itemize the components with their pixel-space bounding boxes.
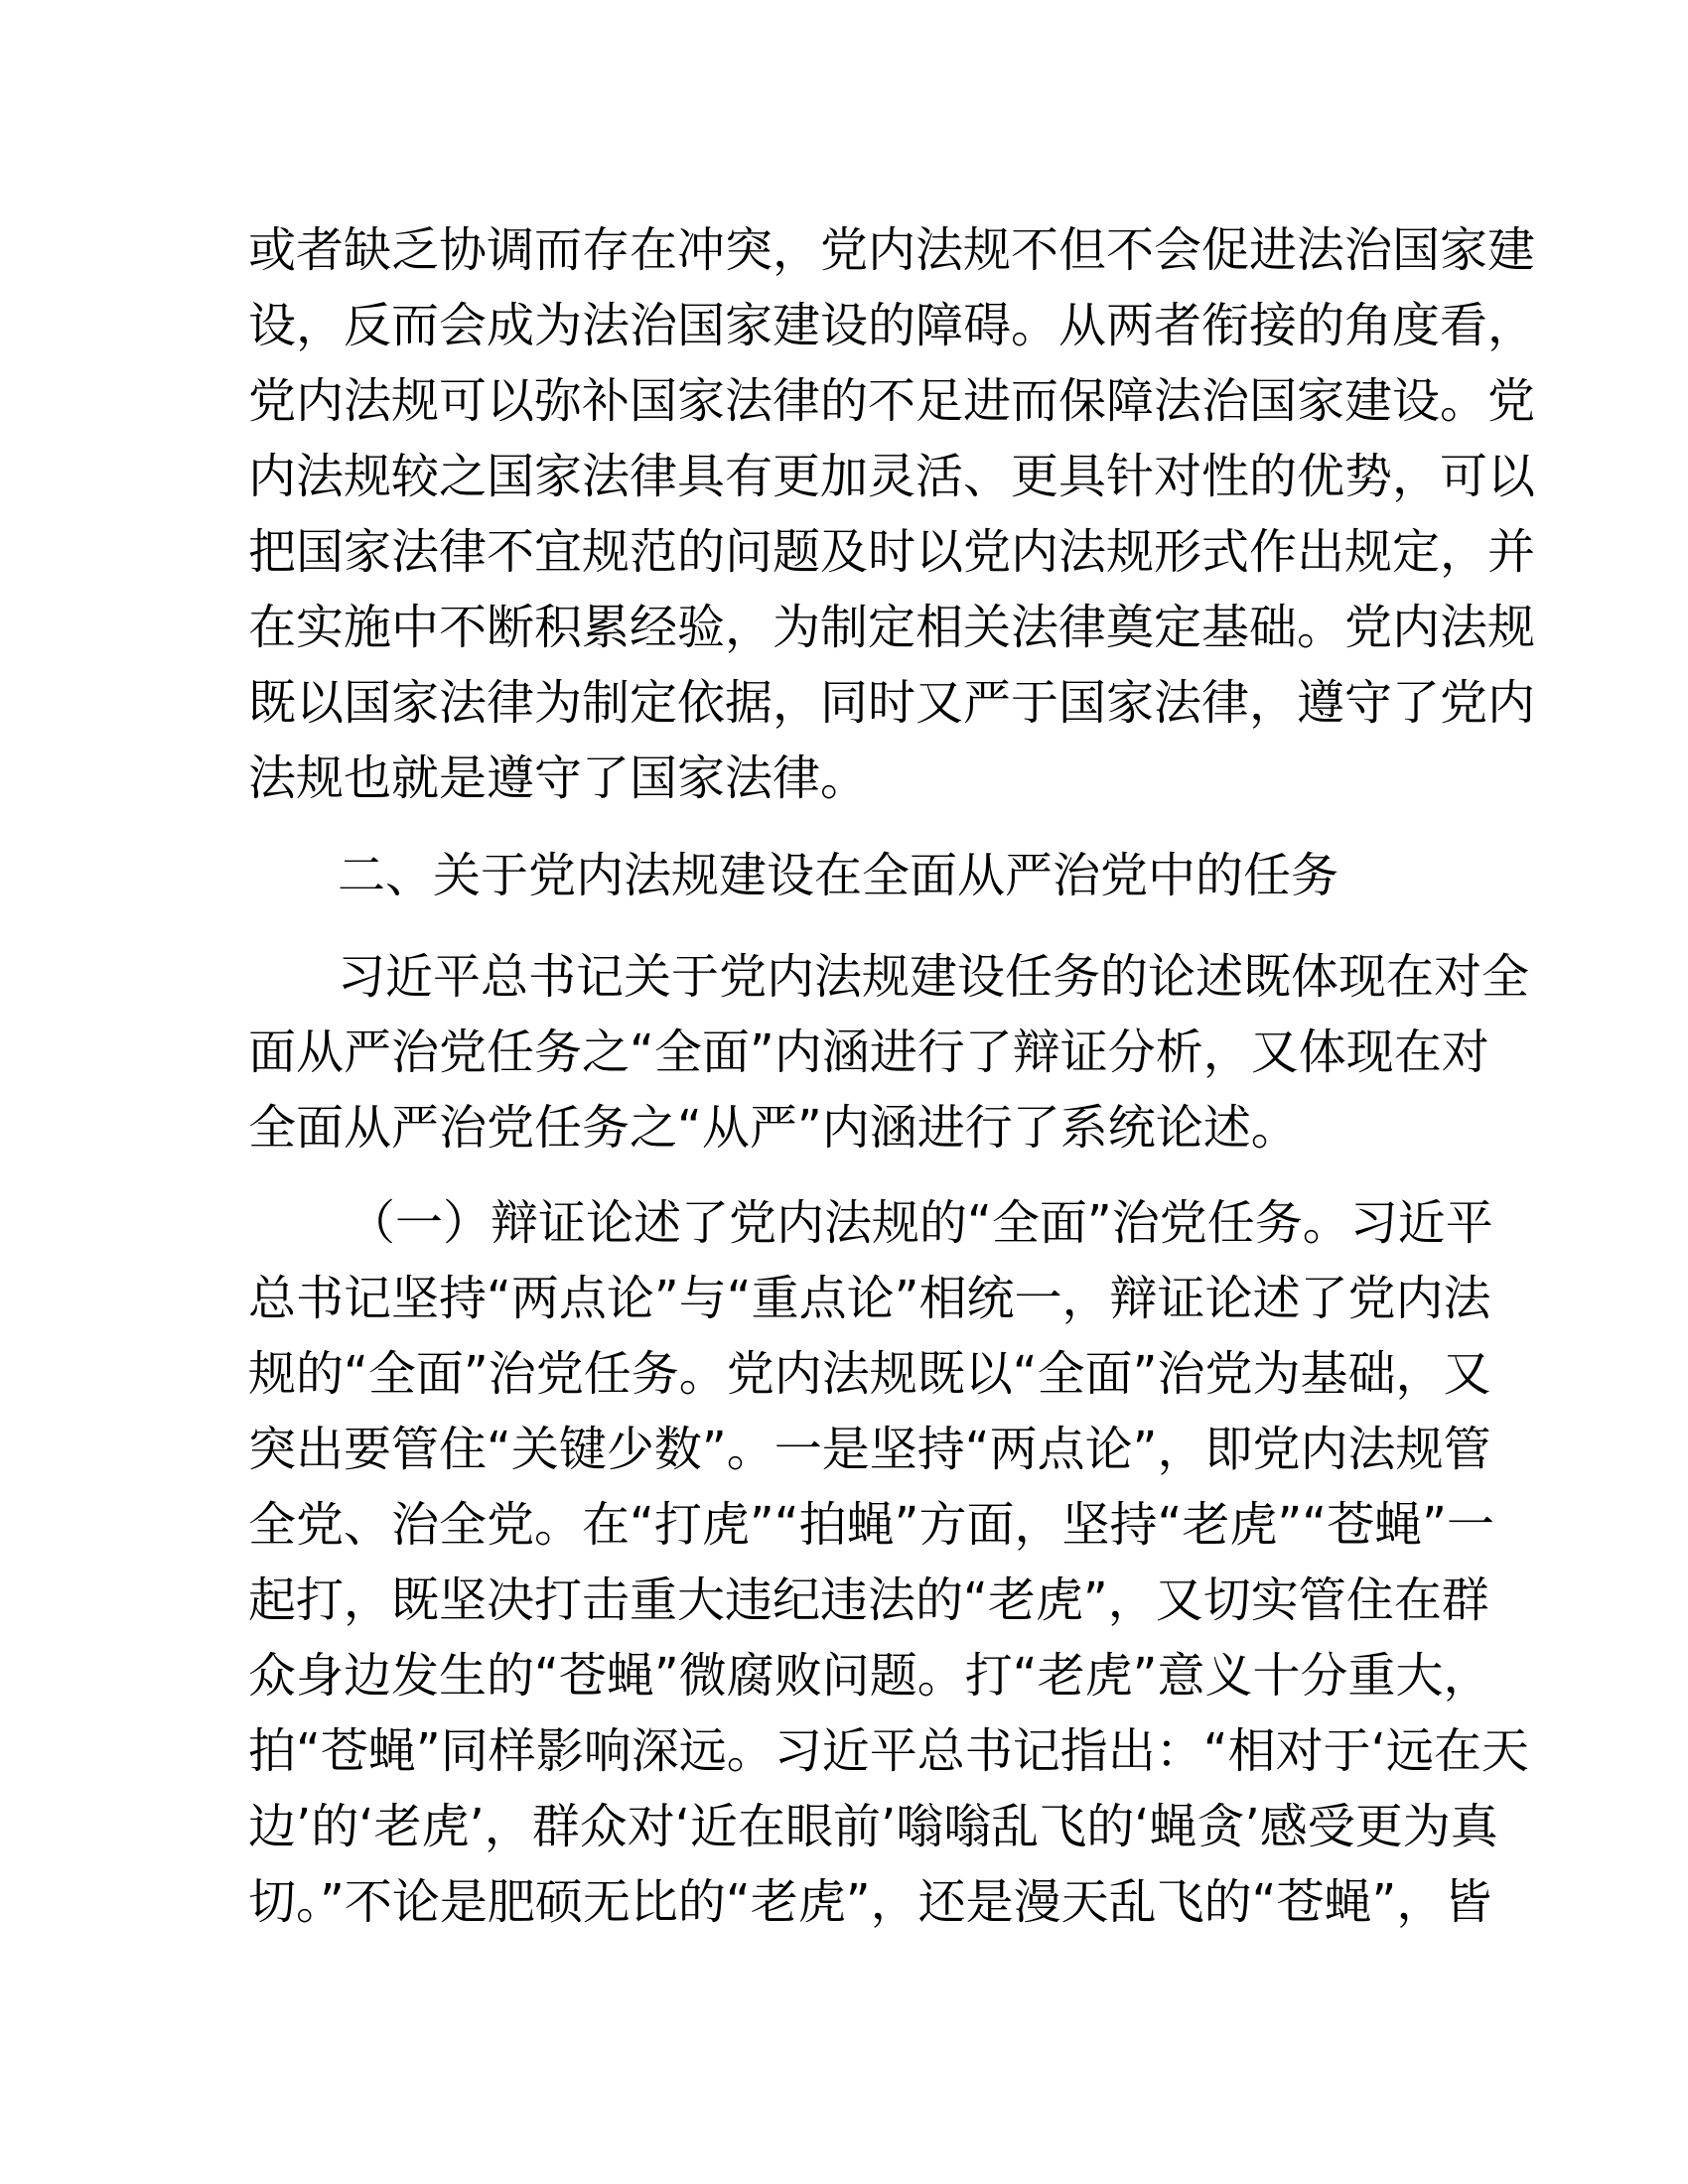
text-line: （一）辩证论述了党内法规的“全面”治党任务。习近平	[348, 1195, 1493, 1251]
text-line: 拍“苍蝇”同样影响深远。习近平总书记指出：“相对于‘远在天	[248, 1723, 1529, 1779]
text-line: 法规也就是遵守了国家法律。	[248, 751, 869, 806]
text-line: 切。”不论是肥硕无比的“老虎”，还是漫天乱飞的“苍蝇”，皆	[248, 1874, 1492, 1930]
text-line: 突出要管住“关键少数”。一是坚持“两点论”，即党内法规管	[248, 1422, 1491, 1477]
text-line: 设，反而会成为法治国家建设的障碍。从两者衔接的角度看，	[248, 298, 1536, 353]
text-line: 面从严治党任务之“全面”内涵进行了辩证分析，又体现在对	[248, 1024, 1489, 1080]
text-line: 边’的‘老虎’，群众对‘近在眼前’嗡嗡乱飞的‘蝇贪’感受更为真	[248, 1799, 1498, 1854]
paragraph-1	[248, 212, 1536, 816]
text-line: 习近平总书记关于党内法规建设任务的论述既体现在对全	[338, 949, 1530, 1005]
text-line: 众身边发生的“苍蝇”微腐败问题。打“老虎”意义十分重大，	[248, 1648, 1491, 1704]
paragraph-3	[248, 1185, 1529, 1940]
text-line: 或者缺乏协调而存在冲突，党内法规不但不会促进法治国家建	[248, 222, 1536, 278]
text-line: 既以国家法律为制定依据，同时又严于国家法律，遵守了党内	[248, 675, 1536, 731]
text-line: 内法规较之国家法律具有更加灵活、更具针对性的优势，可以	[248, 449, 1536, 504]
text-line: 在实施中不断积累经验，为制定相关法律奠定基础。党内法规	[248, 600, 1536, 655]
text-line: 全面从严治党任务之“从严”内涵进行了系统论述。	[248, 1100, 1299, 1156]
paragraph-2	[248, 939, 1530, 1165]
text-line: 把国家法律不宜规范的问题及时以党内法规形式作出规定，并	[248, 524, 1536, 580]
section-heading	[338, 838, 1529, 913]
text-line: 党内法规可以弥补国家法律的不足进而保障法治国家建设。党	[248, 373, 1536, 429]
text-line: 规的“全面”治党任务。党内法规既以“全面”治党为基础，又	[248, 1346, 1491, 1402]
text-line: 全党、治全党。在“打虎”“拍蝇”方面，坚持“老虎”“苍蝇”一	[248, 1497, 1494, 1553]
text-line: 起打，既坚决打击重大违纪违法的“老虎”，又切实管住在群	[248, 1572, 1489, 1628]
heading-text: 二、关于党内法规建设在全面从严治党中的任务	[338, 848, 1339, 903]
text-line: 总书记坚持“两点论”与“重点论”相统一，辩证论述了党内法	[248, 1271, 1491, 1326]
